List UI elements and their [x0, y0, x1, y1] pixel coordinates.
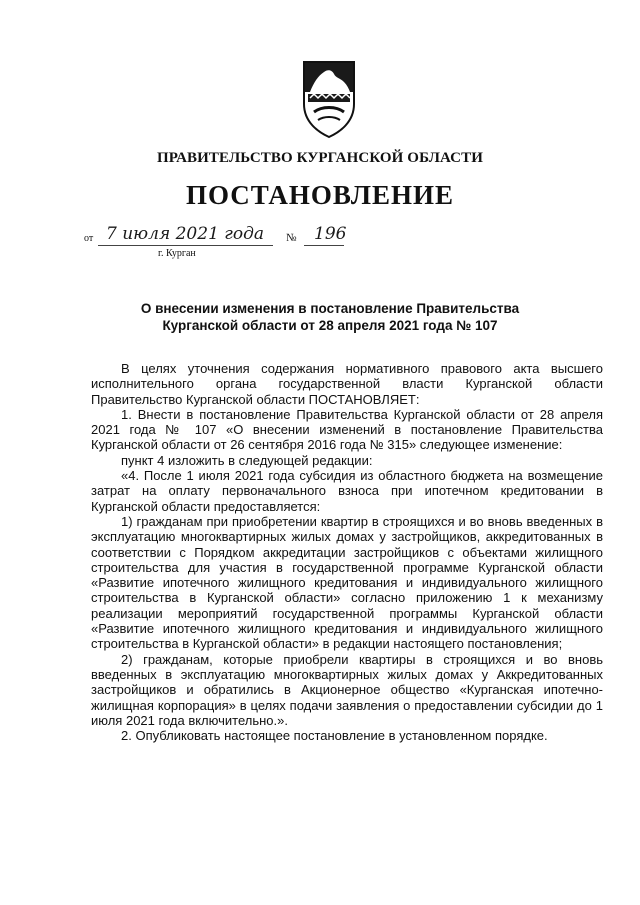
- handwritten-document-number: 196: [314, 224, 347, 244]
- number-sign-label: №: [286, 232, 297, 244]
- paragraph-subitem-2: 2) гражданам, которые приобрели квартиры в строящихся и во вновь введенных в эксплуатацию многоквартирных жилых домах у Аккредитованных застройщиков и обратились в Акционерное общество «Курганская ипотечно-жилищная корпорация» в целях подачи заявления о предоставлении субсидии до 1 июля 2021 года включительно.».: [91, 651, 603, 728]
- paragraph-preamble: В целях уточнения содержания нормативного правового акта высшего исполнительного органа государственной власти Курганской области Правительство Курганской области ПОСТАНОВЛЯЕТ:: [91, 361, 603, 407]
- date-prefix-label: от: [84, 233, 94, 244]
- city-label: г. Курган: [158, 248, 196, 259]
- paragraph-clause-intro: пункт 4 изложить в следующей редакции:: [121, 452, 373, 468]
- kurgan-coat-of-arms-icon: [300, 58, 358, 140]
- document-subject: О внесении изменения в постановление Правительства Курганской области от 28 апреля 2021 года № 107: [140, 301, 520, 333]
- government-title: ПРАВИТЕЛЬСТВО КУРГАНСКОЙ ОБЛАСТИ: [157, 150, 483, 166]
- document-type-title: ПОСТАНОВЛЕНИЕ: [185, 180, 455, 210]
- number-underline: [304, 245, 344, 246]
- document-body: [91, 361, 603, 743]
- date-underline: [98, 245, 273, 246]
- paragraph-subitem-1: 1) гражданам при приобретении квартир в строящихся и во вновь введенных в эксплуатацию многоквартирных жилых домах у застройщиков, аккредитованных в соответствии с Порядком аккредитации застройщиков с объектами жилищного строительства для участия в государственной программе Курганской области «Развитие ипотечного жилищного кредитования и индивидуального жилищного строительства в Курганской области» согласно приложению 1 к механизму реализации мероприятий государственной программы Курганской области «Развитие ипотечного жилищного кредитования и индивидуального жилищного строительства в Курганской области» в редакции настоящего постановления;: [91, 513, 603, 652]
- handwritten-date: 7 июля 2021 года: [106, 224, 265, 244]
- paragraph-item-1: 1. Внести в постановление Правительства Курганской области от 28 апреля 2021 года № 107 «О внесении изменений в постановление Правительства Курганской области от 26 сентября 2016 года № 315» следующее изменение:: [91, 406, 603, 453]
- paragraph-clause-4: «4. После 1 июля 2021 года субсидия из областного бюджета на возмещение затрат на оплату первоначального взноса при ипотечном кредитовании в Курганской области предоставляется:: [91, 468, 603, 514]
- paragraph-item-2: 2. Опубликовать настоящее постановление в установленном порядке.: [121, 728, 548, 744]
